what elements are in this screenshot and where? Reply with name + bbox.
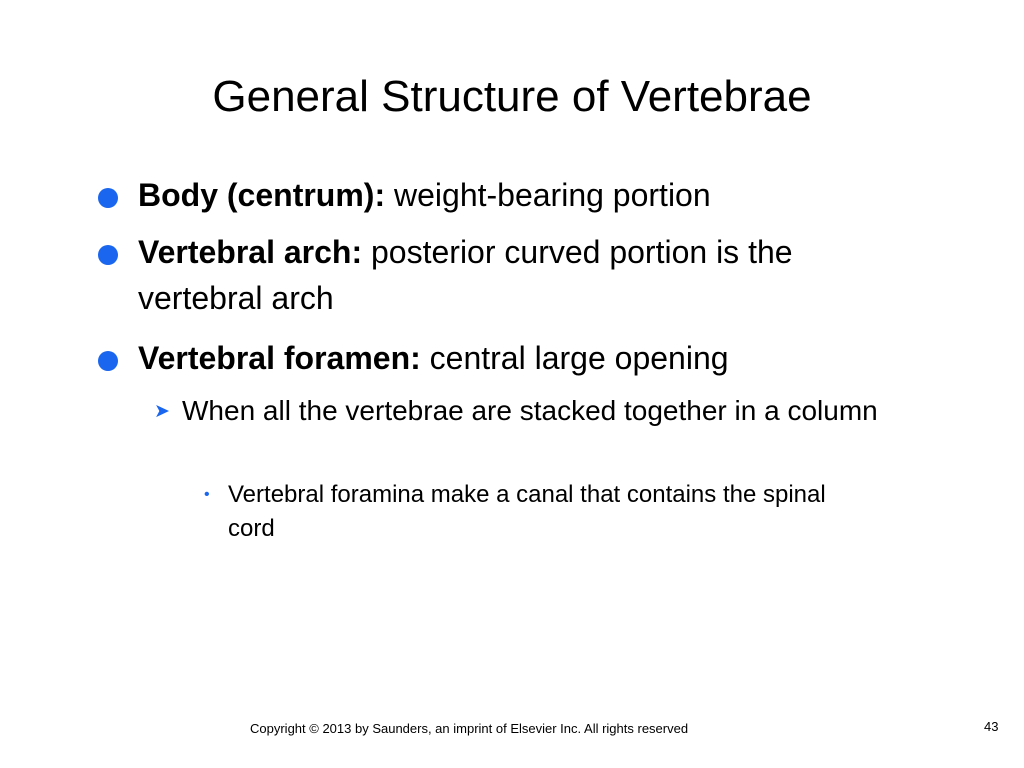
circle-bullet-icon bbox=[98, 245, 118, 265]
sub-bullet-text: When all the vertebrae are stacked together in a column bbox=[182, 395, 878, 426]
bullet-definition: central large opening bbox=[420, 340, 729, 376]
bullet-vertebral-foramen bbox=[138, 335, 908, 381]
slide-title: General Structure of Vertebrae bbox=[212, 72, 812, 121]
circle-bullet-icon bbox=[98, 351, 118, 371]
sub-sub-bullet-canal bbox=[204, 478, 878, 546]
bullet-definition: weight-bearing portion bbox=[385, 177, 711, 213]
page-number: 43 bbox=[984, 719, 999, 734]
circle-bullet-icon bbox=[98, 188, 118, 208]
arrow-bullet-icon: ➤ bbox=[154, 401, 170, 422]
copyright-notice: Copyright © 2013 by Saunders, an imprint of Elsevier Inc. All rights reserved bbox=[250, 721, 689, 736]
bullet-vertebral-arch bbox=[138, 229, 908, 321]
sub-sub-bullet-text: Vertebral foramina make a canal that contains the spinal cord bbox=[228, 481, 826, 542]
dot-bullet-icon: • bbox=[204, 486, 210, 503]
bullet-term: Body (centrum): bbox=[138, 177, 386, 213]
bullet-definition: posterior curved portion is the vertebral arch bbox=[138, 234, 793, 316]
bullet-body bbox=[138, 172, 908, 218]
sub-bullet-stacked bbox=[154, 391, 902, 431]
bullet-term: Vertebral arch: bbox=[138, 234, 363, 270]
bullet-term: Vertebral foramen: bbox=[138, 340, 421, 376]
